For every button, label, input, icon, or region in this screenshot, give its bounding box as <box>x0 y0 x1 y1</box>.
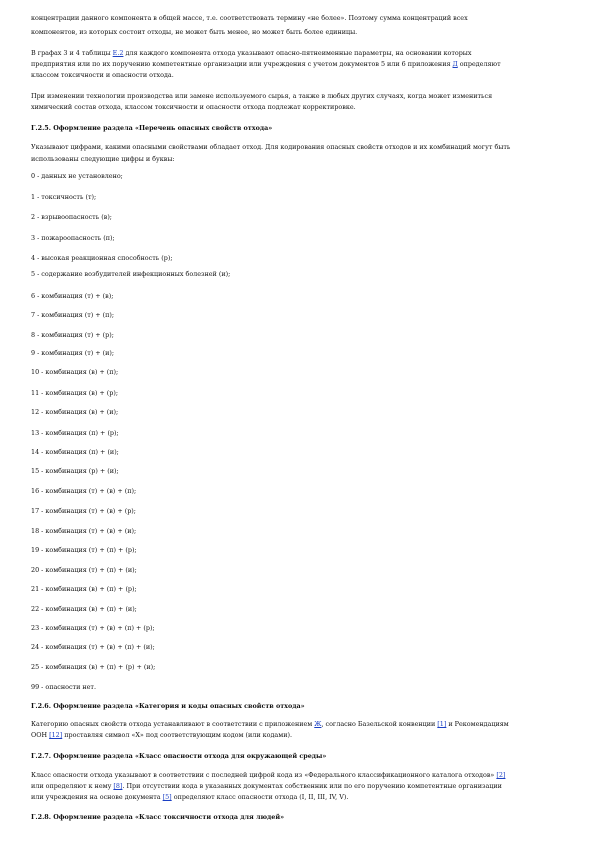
text: В графах 3 и 4 таблицы <box>31 49 113 57</box>
text: и Рекомендациям <box>446 720 509 728</box>
para-codes-line-1: Указывают цифрами, какими опасными свойствами обладает отход. Для кодирования опасных свойств отходов и их комбинаций могут быть <box>31 143 511 151</box>
code-item: 25 - комбинация (в) + (п) + (р) + (и); <box>31 663 156 671</box>
link-ref-5[interactable]: [5] <box>162 793 172 801</box>
code-item: 6 - комбинация (т) + (в); <box>31 292 114 300</box>
code-item: 18 - комбинация (т) + (в) + (и); <box>31 527 137 535</box>
link-e2[interactable]: Е.2 <box>112 49 124 57</box>
para-codes-line-2: использованы следующие цифры и буквы: <box>31 155 175 163</box>
code-item: 14 - комбинация (п) + (и); <box>31 448 119 456</box>
para-change-line-1: При изменении технологии производства или замене используемого сырья, а также в любых других случаях, когда может измениться <box>31 92 493 100</box>
para-intro-line-2: компонентов, из которых состоит отходы, не может быть менее, но может быть более единицы. <box>31 28 358 36</box>
text: Класс опасности отхода указывают в соответствии с последней цифрой кода из «Федерального классификационного каталога отходов» <box>31 771 497 779</box>
text: , согласно Базельской конвенции <box>321 720 438 728</box>
code-item: 9 - комбинация (т) + (и); <box>31 349 115 357</box>
code-item: 4 - высокая реакционная способность (р); <box>31 254 173 262</box>
code-item: 23 - комбинация (т) + (в) + (п) + (р); <box>31 624 155 632</box>
code-item: 12 - комбинация (в) + (и); <box>31 408 119 416</box>
link-ref-1[interactable]: [1] <box>437 720 447 728</box>
link-ref-2[interactable]: [2] <box>496 771 506 779</box>
code-item: 16 - комбинация (т) + (в) + (п); <box>31 487 137 495</box>
para-class-line-3 <box>31 793 571 801</box>
para-graphs-line-3: классом токсичности и опасности отхода. <box>31 71 174 79</box>
para-intro-line-1: концентрации данного компонента в общей массе, т.е. соответствовать термину «не более». Поэтому сумма концентраций всех <box>31 14 468 22</box>
section-heading-g26: Г.2.6. Оформление раздела «Категория и коды опасных свойств отхода» <box>31 702 305 710</box>
text: . При отсутствии кода в указанных документах собственник или по его поручению компетентные организации <box>122 782 502 790</box>
code-item: 13 - комбинация (п) + (р); <box>31 429 119 437</box>
section-heading-g25: Г.2.5. Оформление раздела «Перечень опасных свойств отхода» <box>31 124 273 132</box>
code-item: 11 - комбинация (в) + (р); <box>31 389 119 397</box>
text: определяют класс опасности отхода (I, II, III, IV, V). <box>171 793 349 801</box>
link-zh[interactable]: Ж <box>314 720 322 728</box>
section-heading-g28: Г.2.8. Оформление раздела «Класс токсичности отхода для людей» <box>31 813 285 821</box>
para-category-line-2 <box>31 731 571 739</box>
para-class-line-1 <box>31 771 571 779</box>
code-item: 7 - комбинация (т) + (п); <box>31 311 115 319</box>
code-item: 0 - данных не установлено; <box>31 172 123 180</box>
text: Категорию опасных свойств отхода устанавливают в соответствии с приложением <box>31 720 315 728</box>
code-item: 15 - комбинация (р) + (и); <box>31 467 119 475</box>
code-item: 2 - взрывоопасность (в); <box>31 213 112 221</box>
code-item: 1 - токсичность (т); <box>31 193 97 201</box>
para-graphs-line-2 <box>31 60 571 68</box>
code-item: 19 - комбинация (т) + (п) + (р); <box>31 546 137 554</box>
code-item: 22 - комбинация (в) + (п) + (и); <box>31 605 137 613</box>
text: предприятия или по их поручению компетентные организации или учреждения с учетом документов 5 или 6 приложения <box>31 60 453 68</box>
code-item: 99 - опасности нет. <box>31 683 96 691</box>
link-ref-12[interactable]: [12] <box>49 731 63 739</box>
para-class-line-2 <box>31 782 571 790</box>
code-item: 8 - комбинация (т) + (р); <box>31 331 114 339</box>
para-category-line-1 <box>31 720 571 728</box>
link-d[interactable]: Д <box>452 60 458 68</box>
section-heading-g27: Г.2.7. Оформление раздела «Класс опасности отхода для окружающей среды» <box>31 752 327 760</box>
code-item: 17 - комбинация (т) + (в) + (р); <box>31 507 136 515</box>
text: ООН <box>31 731 50 739</box>
para-graphs-line-1 <box>31 49 571 57</box>
para-change-line-2: химический состав отхода, классом токсичности и опасности отхода подлежат корректировке. <box>31 103 356 111</box>
code-item: 5 - содержание возбудителей инфекционных болезней (и); <box>31 270 231 278</box>
text: определяют <box>457 60 501 68</box>
code-item: 21 - комбинация (в) + (п) + (р); <box>31 585 137 593</box>
code-item: 24 - комбинация (т) + (в) + (п) + (и); <box>31 643 155 651</box>
text: или определяют к нему <box>31 782 114 790</box>
code-item: 3 - пожароопасность (п); <box>31 234 115 242</box>
code-item: 10 - комбинация (в) + (п); <box>31 368 119 376</box>
text: для каждого компонента отхода указывают опасно-пятнеименные параметры, на основании которых <box>123 49 472 57</box>
text: или учреждения на основе документа <box>31 793 163 801</box>
code-item: 20 - комбинация (т) + (п) + (и); <box>31 566 137 574</box>
text: проставляя символ «Х» под соответствующим кодом (или кодами). <box>62 731 292 739</box>
link-ref-8[interactable]: [8] <box>113 782 123 790</box>
